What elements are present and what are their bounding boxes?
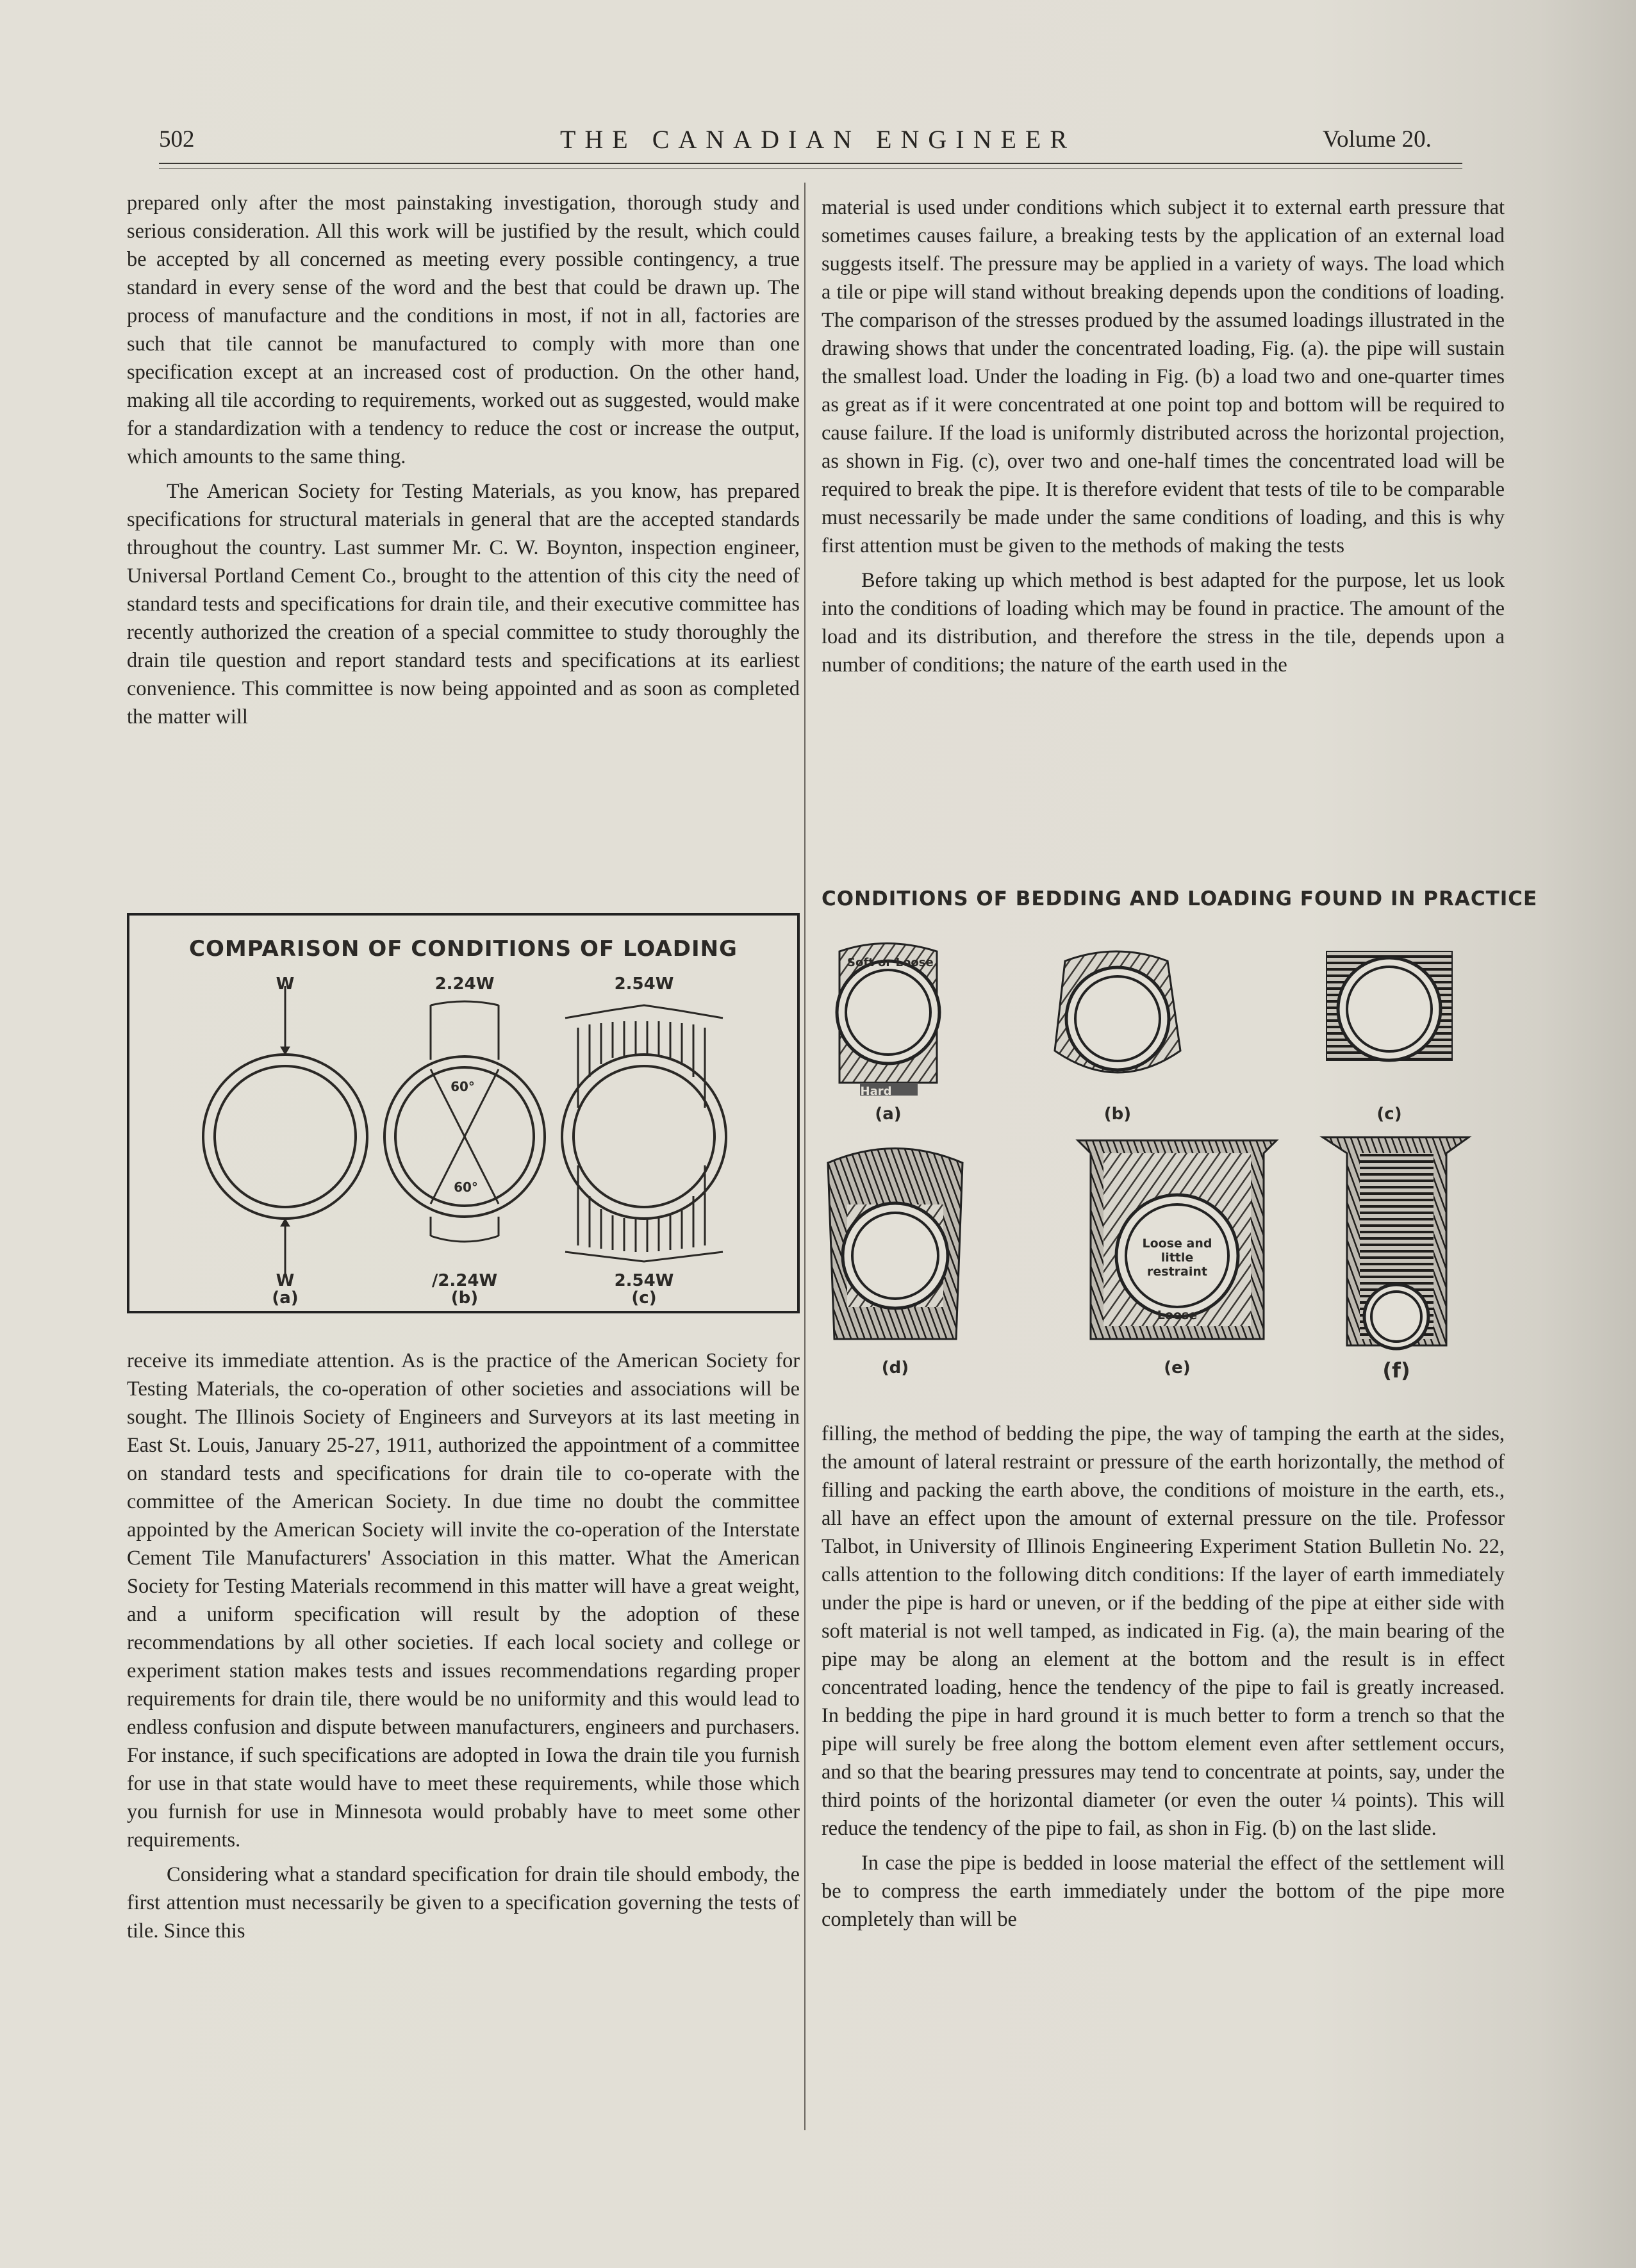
caption-a: (a) (875, 1105, 902, 1124)
bedding-c (1326, 951, 1452, 1060)
header-rule (159, 163, 1462, 164)
page-number: 502 (159, 126, 195, 152)
column-rule (804, 183, 806, 2130)
paragraph: Before taking up which method is best adapted for the purpose, let us look into the conditions of loading which may be found in practice. The amount of the load and its distribution, and therefore the stress in the tile, depends upon a number of conditions; the nature of the earth used in the (822, 569, 1505, 677)
paragraph: prepared only after the most painstaking investigation, thorough study and serious consideration. All this work will be justified by the result, which could be accepted by all concerned as meeting every possible contingency, a true standard in every sense of the word and the best that could be drawn up. The process of manufacture and the conditions in most, if not in all, factories are such that tile cannot be manufactured to comply with more than one specification except at an increased cost of production. On the other hand, making all tile according to requirements, worked out as suggested, would make for a standardization with a tendency to reduce the cost or increase the output, which amounts to the same thing. (127, 192, 800, 468)
label-a-top: W (276, 974, 295, 994)
left-column-bottom (127, 1347, 800, 1945)
label-b-angle-bottom: 60° (454, 1179, 478, 1195)
paragraph: filling, the method of bedding the pipe, the way of tamping the earth at the sides, the amount of lateral restraint or pressure of the earth horizontally, the method of filling and packing the earth above, the conditions of moisture in the earth, ets., all have an effect upon the amount of external pressure on the tile. Professor Talbot, in University of Illinois Engineering Experiment Station Bulletin No. 22, calls attention to the following ditch conditions: If the layer of earth immediately under the pipe is hard or uneven, or if the bedding of the pipe at either side with soft material is not well tamped, as indicated in Fig. (a), the main bearing of the pipe may be along an element at the bottom and the result is in effect concentrated loading, hence the tendency of the pipe to fail is greatly increased. In bedding the pipe in hard ground it is much better to form a trench so that the pipe will surely be free along the bottom element even after settlement occurs, and so that the bearing pressures may tend to concentrate at points, say, under the third points of the horizontal diameter (or even the outer ¼ points). This will reduce the tendency of the pipe to fail, as shon in Fig. (b) on the last slide. (822, 1422, 1505, 1840)
label-c-top: 2.54W (614, 974, 674, 994)
caption-b: (b) (450, 1288, 479, 1308)
caption-b: (b) (1103, 1105, 1132, 1124)
label-loose-little-restraint: Loose and little restraint (1142, 1237, 1212, 1279)
caption-e: (e) (1164, 1358, 1191, 1377)
bedding-diagram (822, 923, 1505, 1397)
paragraph: In case the pipe is bedded in loose material the effect of the settlement will be to compress the earth immediately under the bottom of the pipe more completely than will be (822, 1852, 1505, 1931)
figure-bedding-title: CONDITIONS OF BEDDING AND LOADING FOUND IN PRACTICE (822, 887, 1538, 910)
caption-c: (c) (631, 1288, 657, 1308)
paragraph: receive its immediate attention. As is the practice of the American Society for Testing Materials, the co-operation of other societies and associations will be sought. The Illinois Society of Engineers and Surveyors at its last meeting in East St. Louis, January 25-27, 1911, authorized the appointment of a committee on standard tests and specifications for drain tile to co-operate with the committee of the American Society. In due time no doubt the committee appointed by the American Society will invite the co-operation of the Interstate Cement Tile Manufacturers' Association in this matter. What the American Society for Testing Materials recommend in this matter will have a great weight, and a uniform specification will result by the adoption of these recommendations by all other societies. If each local society and college or experiment station makes tests and issues recommendations regarding proper requirements for drain tile, there would be no uniformity and this would lead to endless confusion and dispute between manufacturers, engineers and purchasers. For instance, if such specifications are adopted in Iowa the drain tile you furnish for use in that state would have to meet these requirements, while those which you furnish for use in Minnesota would probably have to meet some other requirements. (127, 1349, 800, 1852)
label-c-bottom: 2.54W (614, 1271, 674, 1290)
caption-c: (c) (1376, 1105, 1402, 1124)
figure-title: COMPARISON OF CONDITIONS OF LOADING (189, 936, 738, 962)
label-b-bottom: /2.24W (431, 1271, 498, 1290)
left-column-top (127, 189, 800, 731)
label-b-angle-top: 60° (450, 1079, 475, 1094)
pipe-c (562, 1005, 726, 1261)
figure-bedding-conditions (822, 923, 1505, 1397)
pipe-b (384, 1001, 545, 1242)
label-b-top: 2.24W (434, 974, 495, 994)
label-hard: Hard (860, 1085, 892, 1098)
caption-a: (a) (272, 1288, 299, 1308)
right-column-top (822, 193, 1505, 679)
right-column-bottom (822, 1420, 1505, 1934)
bedding-d (828, 1149, 963, 1340)
label-loose: Loose (1157, 1308, 1198, 1322)
paragraph: material is used under conditions which subject it to external earth pressure that sometimes causes failure, a breaking tests by the application of an external load suggests itself. The pressure may be applied in a variety of ways. The load which a tile or pipe will stand without breaking depends upon the conditions of loading. The comparison of the stresses produed by the assumed loadings illustrated in the drawing shows that under the concentrated loading, Fig. (a). the pipe will sustain the smallest load. Under the loading in Fig. (b) a load two and one-quarter times as great as if it were concentrated at one point top and bottom will be required to cause failure. If the load is uniformly distributed across the horizontal projection, as shown in Fig. (c), over two and one-half times the concentrated load will be required to break the pipe. It is therefore evident that tests of tile to be comparable must necessarily be made under the same conditions of loading, and this is why first attention must be given to the methods of making the tests (822, 196, 1505, 557)
bedding-f (1323, 1137, 1469, 1349)
caption-d: (d) (881, 1358, 909, 1377)
pipe-a (203, 986, 367, 1278)
paragraph: The American Society for Testing Materials, as you know, has prepared specifications for structural materials in general that are the accepted standards throughout the country. Last summer Mr. C. W. Boynton, inspection engineer, Universal Portland Cement Co., brought to the attention of this city the need of standard tests and specifications for drain tile, and their executive committee has recently authorized the creation of a special committee to study thoroughly the drain tile question and report standard tests and specifications at its earliest convenience. This committee is now being appointed and as soon as completed the matter will (127, 480, 800, 728)
bedding-b (1055, 951, 1180, 1072)
volume-label: Volume 20. (1323, 126, 1432, 152)
label-soft-or-loose: Soft or Loose (847, 956, 934, 969)
label-a-bottom: W (276, 1271, 295, 1290)
caption-f: (f) (1382, 1358, 1410, 1383)
paragraph: Considering what a standard specification for drain tile should embody, the first attention must necessarily be given to a specification governing the tests of tile. Since this (127, 1863, 800, 1943)
journal-title: THE CANADIAN ENGINEER (559, 125, 1077, 154)
figure-loading-comparison (127, 913, 800, 1313)
